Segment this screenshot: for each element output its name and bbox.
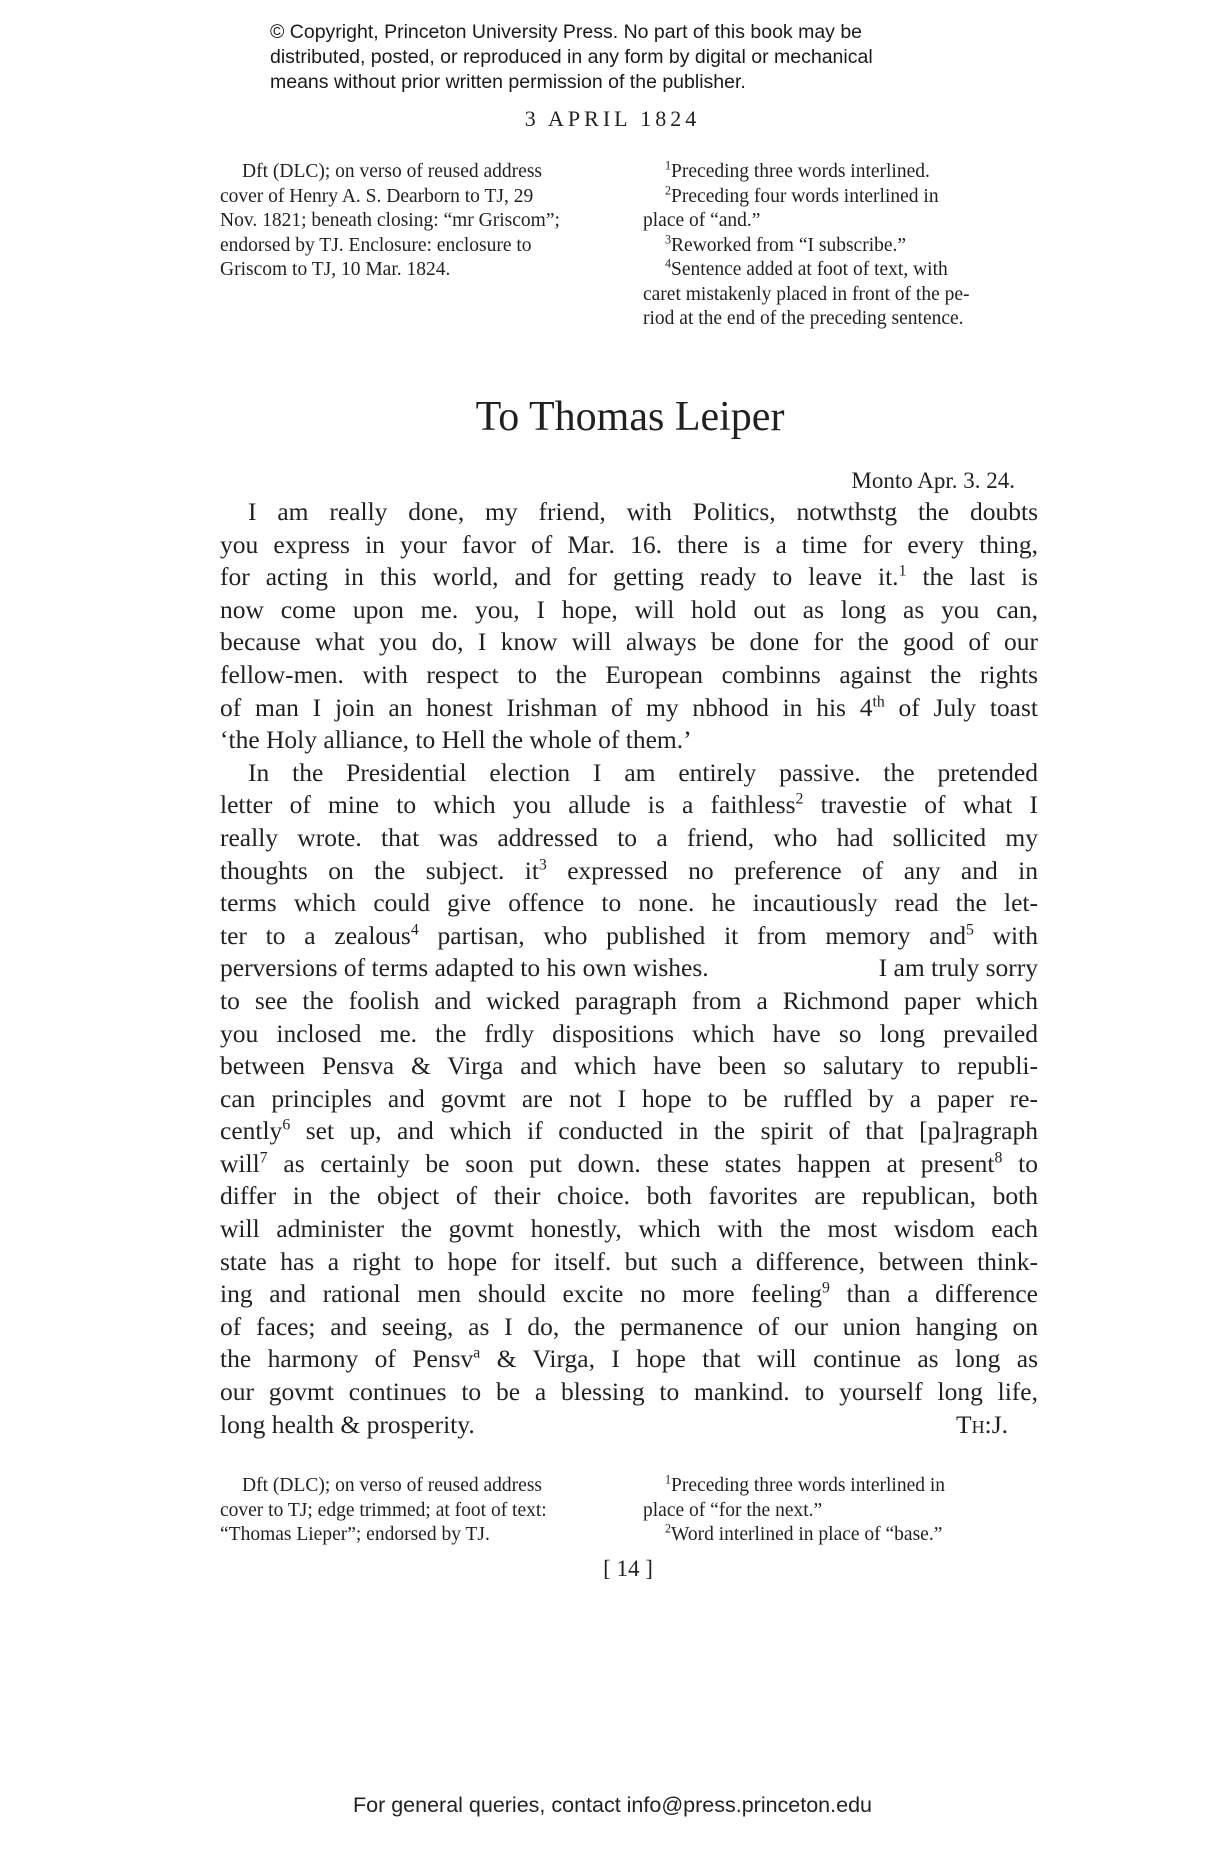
note-ref: 7 bbox=[259, 1149, 268, 1167]
note-ref: 1 bbox=[898, 562, 907, 580]
copyright-line: distributed, posted, or reproduced in any form by digital or mechanical bbox=[270, 46, 873, 68]
body-line bbox=[220, 855, 1038, 888]
body-line: will administer the govmt honestly, which with the most wisdom each bbox=[220, 1214, 1038, 1244]
footnote-1 bbox=[643, 1474, 1038, 1499]
copyright-line: means without prior written permission of the publisher. bbox=[270, 71, 746, 93]
text-run: cently bbox=[220, 1116, 283, 1146]
body-line: I am really done, my friend, with Politics, notwthstg the doubts bbox=[248, 497, 1038, 526]
letter-dateline: Monto Apr. 3. 24. bbox=[851, 468, 1015, 493]
body-line bbox=[220, 1115, 1038, 1148]
note-line: Dft (DLC); on verso of reused address bbox=[242, 1475, 543, 1496]
text-run: travestie of what I bbox=[803, 790, 1038, 820]
text-run: will bbox=[220, 1148, 260, 1178]
text-run: ter to a zealous bbox=[220, 920, 411, 950]
text-run: & Virga, I hope that will continue as long as bbox=[480, 1344, 1038, 1374]
footnote-4-cont: riod at the end of the preceding sentence. bbox=[643, 308, 964, 329]
body-line: now come upon me. you, I hope, will hold out as long as you can, bbox=[220, 594, 1038, 624]
body-line bbox=[220, 920, 1038, 953]
text-run: than a difference bbox=[829, 1279, 1039, 1309]
copyright-line: © Copyright, Princeton University Press. No part of this book may be bbox=[270, 21, 863, 43]
letter-title: To Thomas Leiper bbox=[475, 394, 785, 440]
text-run: of July toast bbox=[884, 692, 1038, 722]
text-run: letter of mine to which you allude is a faithless bbox=[220, 790, 796, 820]
note-ref: 9 bbox=[822, 1279, 830, 1297]
text-run: I am truly sorry bbox=[878, 953, 1038, 983]
note-line: endorsed by TJ. Enclosure: enclosure to bbox=[220, 234, 532, 256]
body-line bbox=[220, 1148, 1038, 1181]
body-line: really wrote. that was addressed to a friend, who had sollicited my bbox=[220, 822, 1038, 852]
footnote-1 bbox=[643, 160, 1038, 185]
signature: Th:J. bbox=[956, 1409, 1008, 1439]
note-line: Nov. 1821; beneath closing: “mr Griscom”; bbox=[220, 210, 560, 231]
footnote-text: Word interlined in place of “base.” bbox=[671, 1524, 943, 1545]
footnote-number: 1 bbox=[665, 1472, 672, 1487]
copyright-notice bbox=[270, 20, 1030, 95]
text-run: expressed no preference of any and in bbox=[546, 855, 1038, 885]
superscript: th bbox=[872, 693, 885, 711]
running-head: 3 APRIL 1824 bbox=[524, 106, 701, 131]
body-line: between Pensva & Virga and which have been so salutary to republi- bbox=[220, 1051, 1038, 1081]
superscript: a bbox=[473, 1344, 481, 1362]
body-line bbox=[220, 1409, 1038, 1442]
body-line: you inclosed me. the frdly dispositions which have so long prevailed bbox=[220, 1018, 1038, 1048]
text-run: for acting in this world, and for getting ready to leave it. bbox=[220, 562, 899, 592]
body-line: because what you do, I know will always be done for the good of our bbox=[220, 627, 1038, 657]
footnote-text: Preceding three words interlined in bbox=[671, 1475, 946, 1496]
note-line: cover to TJ; edge trimmed; at foot of text: bbox=[220, 1499, 547, 1521]
previous-footnotes bbox=[643, 160, 1038, 332]
text-run: with bbox=[973, 920, 1038, 950]
note-ref: 2 bbox=[795, 790, 804, 808]
note-line: Dft (DLC); on verso of reused address bbox=[242, 161, 543, 182]
note-line: “Thomas Lieper”; endorsed by TJ. bbox=[220, 1524, 490, 1545]
text-run: set up, and which if conducted in the spirit of that [pa]ragraph bbox=[290, 1116, 1038, 1146]
note-ref: 8 bbox=[994, 1149, 1003, 1167]
body-line bbox=[220, 1343, 1038, 1376]
note-ref: 6 bbox=[282, 1116, 291, 1134]
letter-body bbox=[220, 496, 1038, 1441]
body-line bbox=[220, 1278, 1038, 1311]
body-line bbox=[220, 561, 1038, 594]
footnote-3 bbox=[643, 234, 1038, 259]
footnotes bbox=[643, 1474, 1038, 1548]
body-line: of faces; and seeing, as I do, the permanence of our union hanging on bbox=[220, 1311, 1038, 1341]
body-line: can principles and govmt are not I hope to be ruffled by a paper re- bbox=[220, 1083, 1038, 1113]
note-line: cover of Henry A. S. Dearborn to TJ, 29 bbox=[220, 185, 534, 207]
text-run: the harmony of Pensv bbox=[220, 1344, 474, 1374]
body-line bbox=[220, 952, 1038, 985]
text-run: thoughts on the subject. it bbox=[220, 855, 539, 885]
body-line: In the Presidential election I am entirely passive. the pretended bbox=[248, 757, 1038, 787]
body-line: differ in the object of their choice. both favorites are republican, both bbox=[220, 1181, 1038, 1211]
body-line: our govmt continues to be a blessing to mankind. to yourself long life, bbox=[220, 1377, 1038, 1407]
footnote-text: Preceding four words interlined in bbox=[671, 185, 939, 207]
previous-source-note bbox=[220, 160, 610, 283]
body-line: ‘the Holy alliance, to Hell the whole of them.’ bbox=[220, 725, 692, 755]
body-line: fellow-men. with respect to the European combinns against the rights bbox=[220, 659, 1038, 689]
footnote-number: 4 bbox=[665, 256, 672, 271]
body-line bbox=[220, 789, 1038, 822]
footnote-text: Sentence added at foot of text, with bbox=[671, 259, 948, 280]
text-run: ing and rational men should excite no more feeling bbox=[220, 1279, 823, 1309]
note-ref: 5 bbox=[965, 921, 974, 939]
footnote-2 bbox=[643, 185, 1038, 210]
footnote-text: Reworked from “I subscribe.” bbox=[671, 234, 907, 256]
body-line: terms which could give offence to none. he incautiously read the let- bbox=[220, 888, 1038, 918]
footnote-number: 1 bbox=[665, 158, 672, 173]
note-line: Griscom to TJ, 10 Mar. 1824. bbox=[220, 259, 451, 280]
footnote-1-cont: place of “for the next.” bbox=[643, 1499, 823, 1521]
footnote-number: 3 bbox=[665, 232, 672, 246]
note-ref: 3 bbox=[538, 856, 547, 874]
page-number: [ 14 ] bbox=[603, 1556, 653, 1581]
text-run: partisan, who published it from memory and bbox=[418, 920, 966, 950]
text-run: the last is bbox=[906, 562, 1038, 592]
source-note bbox=[220, 1474, 620, 1548]
body-line: you express in your favor of Mar. 16. there is a time for every thing, bbox=[220, 529, 1038, 559]
body-line bbox=[220, 692, 1038, 725]
footer-contact: For general queries, contact info@press.princeton.edu bbox=[352, 1793, 872, 1817]
footnote-text: Preceding three words interlined. bbox=[671, 161, 930, 182]
text-run: perversions of terms adapted to his own wishes. bbox=[220, 953, 709, 983]
body-line: state has a right to hope for itself. but such a difference, between think- bbox=[220, 1246, 1038, 1276]
footnote-number: 2 bbox=[665, 183, 672, 197]
note-ref: 4 bbox=[410, 921, 419, 939]
text-run: of man I join an honest Irishman of my nbhood in his 4 bbox=[220, 692, 873, 722]
footnote-4-cont: caret mistakenly placed in front of the pe- bbox=[643, 283, 970, 305]
footnote-number: 2 bbox=[665, 1521, 672, 1536]
text-run: to bbox=[1002, 1148, 1038, 1178]
body-line: to see the foolish and wicked paragraph from a Richmond paper which bbox=[220, 985, 1038, 1015]
footnote-2 bbox=[643, 1523, 1038, 1548]
text-run: long health & prosperity. bbox=[220, 1409, 475, 1439]
footnote-2-cont: place of “and.” bbox=[643, 210, 761, 231]
footnote-4 bbox=[643, 258, 1038, 283]
text-run: as certainly be soon put down. these states happen at present bbox=[267, 1148, 995, 1178]
